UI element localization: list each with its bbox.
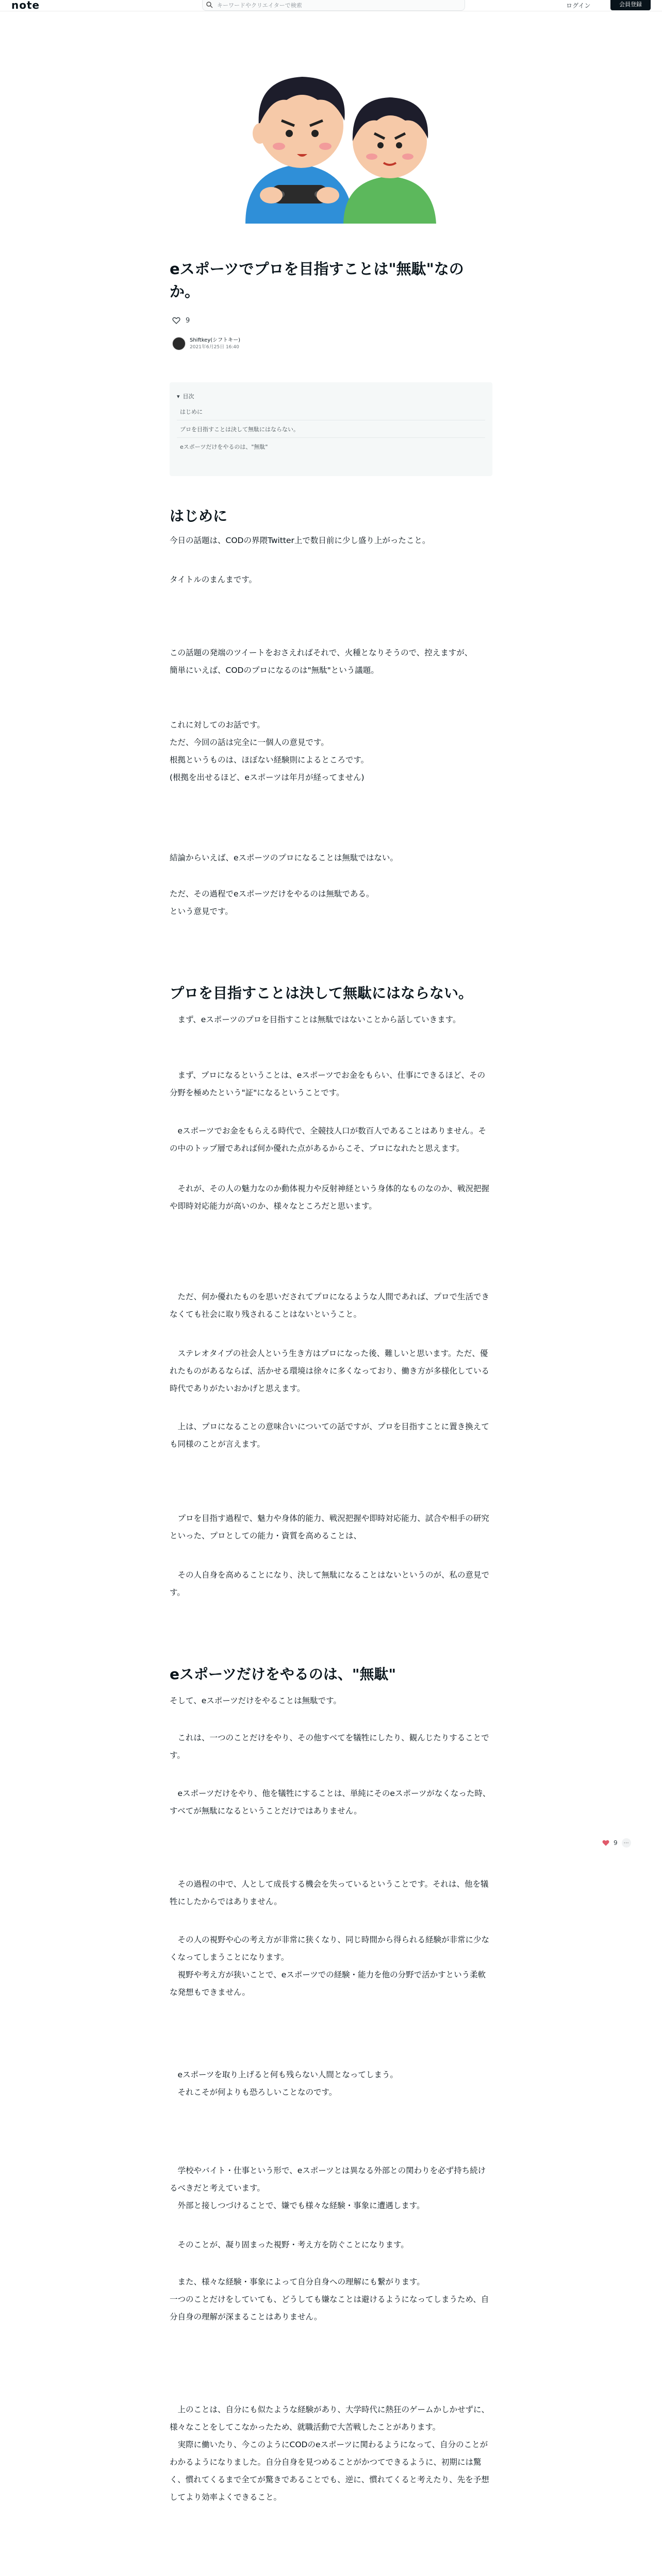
section-heading-only: eスポーツだけをやるのは、"無駄"	[170, 1666, 396, 1683]
paragraph: その人自身を高めることになり、決して無駄になることはないというのが、私の意見です。	[170, 1570, 490, 1597]
more-icon[interactable]: ⋯	[622, 1838, 631, 1848]
login-button[interactable]: ログイン	[566, 2, 591, 9]
table-of-contents	[170, 382, 492, 476]
like-count: 9	[186, 316, 190, 325]
article-title: eスポーツでプロを目指すことは"無駄"なのか。	[170, 260, 464, 300]
paragraph: また、様々な経験・事象によって自分自身への理解にも繋がります。 一つのことだけをしていても、どうしても嫌なことは避けるようになってしまうため、自分自身の理解が深まることはありません。	[170, 2277, 489, 2321]
author-block[interactable]	[172, 337, 240, 350]
paragraph: eスポーツを取り上げると何も残らない人間となってしまう。 それこそが何よりも恐ろしいことなのです。	[177, 2070, 398, 2097]
toc-item[interactable]: はじめに	[177, 403, 485, 420]
float-like-count: 9	[614, 1839, 618, 1846]
paragraph: その人の視野や心の考え方が非常に狭くなり、同じ時間から得られる経験が非常に少なくなってしまうことになります。 視野や考え方が狭いことで、eスポーツでの経験・能力を他の分野で活かすという柔軟な発想もできません。	[170, 1935, 490, 1997]
boy-right-illustration	[343, 97, 436, 224]
heart-icon[interactable]	[172, 316, 180, 325]
avatar[interactable]	[172, 337, 186, 350]
hero-illustration	[225, 48, 437, 224]
like-row	[172, 315, 190, 326]
paragraph: そして、eスポーツだけをやることは無駄です。	[170, 1696, 341, 1705]
paragraph: まず、eスポーツのプロを目指すことは無駄ではないことから話していきます。	[170, 1015, 461, 1024]
section-heading-pro: プロを目指すことは決して無駄にはならない。	[170, 985, 473, 1002]
toc-item[interactable]: プロを目指すことは決して無駄にはならない。	[177, 420, 485, 438]
top-navbar	[0, 0, 662, 11]
paragraph: 結論からいえば、eスポーツのプロになることは無駄ではない。	[170, 853, 398, 862]
publish-date: 2021年6月25日 16:40	[190, 345, 239, 350]
author-name[interactable]: Shiftkey(シフトキー)	[190, 337, 241, 343]
paragraph: プロを目指す過程で、魅力や身体的能力、戦況把握や即時対応能力、試合や相手の研究といった、プロとしての能力・資質を高めることは、	[170, 1514, 489, 1540]
paragraph: 今日の話題は、CODの界隈Twitter上で数日前に少し盛り上がったこと。	[170, 536, 431, 545]
paragraph: まず、プロになるということは、eスポーツでお金をもらい、仕事にできるほど、その分野を極めたという"証"になるということです。	[170, 1071, 486, 1097]
floating-actions	[602, 1838, 631, 1848]
toc-header[interactable]	[177, 389, 485, 403]
paragraph: それが、その人の魅力なのか動体視力や反射神経という身体的なものなのか、戦況把握や即時対応能力が高いのか、様々なところだと思います。	[170, 1184, 490, 1211]
section-heading-intro: はじめに	[170, 507, 228, 524]
paragraph: そのことが、凝り固まった視野・考え方を防ぐことになります。	[170, 2240, 409, 2249]
search-icon	[206, 1, 213, 8]
paragraph: ただ、その過程でeスポーツだけをやるのは無駄である。 という意見です。	[170, 889, 374, 916]
toc-item[interactable]: eスポーツだけをやるのは、"無駄"	[180, 444, 268, 450]
note-logo[interactable]: note	[11, 0, 40, 11]
paragraph: タイトルのまんまです。	[170, 575, 257, 584]
paragraph: この話題の発端のツイートをおさえればそれで、火種となりそうので、控えますが、 簡単にいえば、CODのプロになるのは"無駄"という議題。	[170, 648, 473, 675]
search-box[interactable]	[202, 0, 465, 11]
paragraph: その過程の中で、人として成長する機会を失っているということです。それは、他を犠牲にしたからではありません。	[170, 1879, 489, 1906]
paragraph: 学校やバイト・仕事という形で、eスポーツとは異なる外部との関わりを必ず持ち続けるべきだと考えています。 外部と接しつづけることで、嫌でも様々な経験・事象に遭遇します。	[170, 2166, 486, 2210]
paragraph: ただ、何か優れたものを思いだされてプロになるような人間であれば、プロで生活できなくても社会に取り残されることはないということ。	[170, 1292, 490, 1319]
paragraph: eスポーツでお金をもらえる時代で、全競技人口が数百人であることはありません。その中のトップ層であれば何か優れた点があるからこそ、プロになれたと思えます。	[170, 1126, 487, 1153]
paragraph: これに対してのお話です。 ただ、今回の話は完全に一個人の意見です。 根拠というものは、ほぼない経験則によるところです。 (根拠を出せるほど、eスポーツは年月が経ってません)	[170, 720, 369, 782]
paragraph: eスポーツだけをやり、他を犠牲にすることは、単純にそのeスポーツがなくなった時、すべてが無駄になるということだけではありません。	[170, 1789, 491, 1816]
paragraph: 上は、プロになることの意味合いについての話ですが、プロを目指すことに置き換えても同様のことが言えます。	[170, 1422, 489, 1449]
toc-heading: 目次	[183, 393, 194, 400]
search-input[interactable]: キーワードやクリエイターで検索	[217, 2, 302, 9]
heart-icon[interactable]	[602, 1839, 609, 1846]
toc-toggle-icon[interactable]: ▾	[177, 393, 180, 400]
paragraph: これは、一つのことだけをやり、その他すべてを犠牲にしたり、観んじたりすることです。	[170, 1733, 489, 1760]
boy-left-illustration	[245, 77, 354, 224]
register-button[interactable]: 会員登録	[610, 0, 651, 10]
paragraph: ステレオタイプの社会人という生き方はプロになった後、難しいと思います。ただ、優れたものがあるならば、活かせる環境は徐々に多くなっており、働き方が多様化している時代でありがたいおかげと思えます。	[170, 1349, 490, 1393]
paragraph: 上のことは、自分にも似たような経験があり、大学時代に熱狂のゲームかしかせずに、様々なことをしてこなかったため、就職活動で大苦戦したことがあります。 実際に働いたり、今このようにCODのeスポーツに関わるようになって、自分のことがわかるようになりました。自分自身を見つめることがかつてできるように、初期には驚く、慣れてくるまで全てが驚きであることでも、逆に、慣れてくると考えたり、先を予想してより効率よくできること。	[170, 2405, 490, 2502]
